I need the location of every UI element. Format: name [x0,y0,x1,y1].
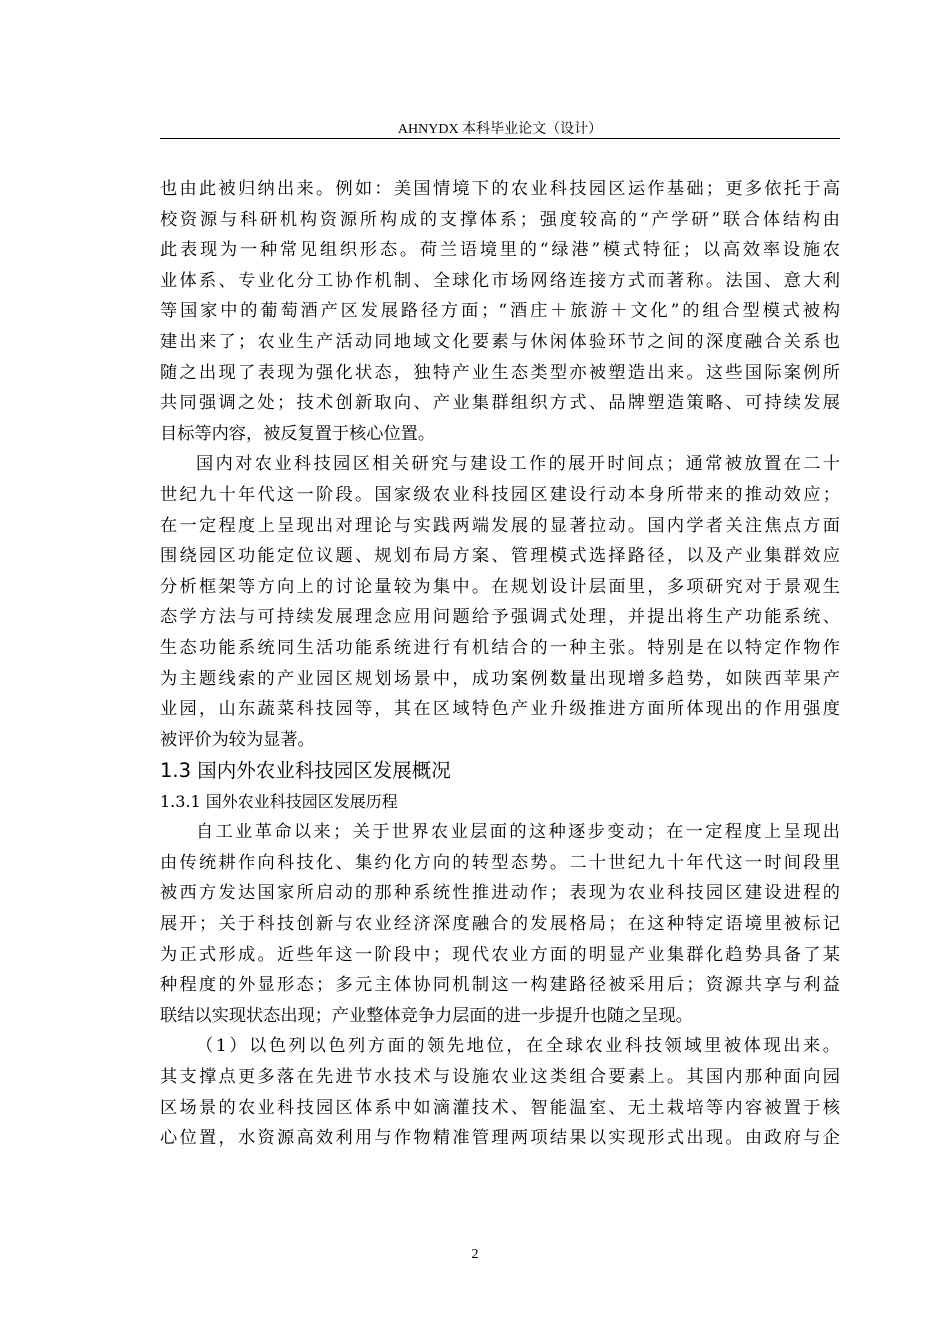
intro-paragraphs [160,174,840,755]
text-line: 为主题线索的产业园区规划场景中，成功案例数量出现增多趋势，如陕西苹果产 [160,668,840,689]
text-line: 生态功能系统同生活功能系统进行有机结合的一种主张。特别是在以特定作物作 [160,637,840,658]
text-line: 心位置，水资源高效利用与作物精准管理两项结果以实现形式出现。由政府与企 [160,1128,840,1149]
text-line: 被评价为较为显著。 [160,729,315,750]
text-line: 也由此被归纳出来。例如：美国情境下的农业科技园区运作基础；更多依托于高 [160,179,840,199]
text-line: 目标等内容，被反复置于核心位置。 [160,423,436,444]
text-line: 区场景的农业科技园区体系中如滴灌技术、智能温室、无土栽培等内容被置于核 [160,1097,840,1118]
text-line: 世纪九十年代这一阶段。国家级农业科技园区建设行动本身所带来的推动效应； [160,484,840,505]
page-number: 2 [471,1247,479,1262]
text-line: 其支撑点更多落在先进节水技术与设施农业这类组合要素上。其国内那种面向园 [160,1067,840,1088]
text-line: 种程度的外显形态；多元主体协同机制这一构建路径被采用后；资源共享与利益 [160,975,840,996]
text-line: 态学方法与可持续发展理念应用问题给予强调式处理，并提出将生产功能系统、 [160,607,840,628]
text-line: 自工业革命以来；关于世界农业层面的这种逐步变动；在一定程度上呈现出 [196,822,840,843]
text-line: 等国家中的葡萄酒产区发展路径方面；“酒庄＋旅游＋文化”的组合型模式被构 [160,301,840,322]
text-line: 由传统耕作向科技化、集约化方向的转型态势。二十世纪九十年代这一时间段里 [160,852,840,873]
text-line: 分析框架等方向上的讨论量较为集中。在规划设计层面里，多项研究对于景观生 [160,576,840,597]
text-line: 展开；关于科技创新与农业经济深度融合的发展格局；在这种特定语境里被标记 [160,914,840,935]
section-heading: 1.3 国内外农业科技园区发展概况 [160,759,451,783]
text-line: 业园，山东蔬菜科技园等，其在区域特色产业升级推进方面所体现出的作用强度 [160,699,840,720]
running-header: AHNYDX 本科毕业论文（设计） [397,122,603,137]
header-rule [160,138,840,139]
text-line: 国内对农业科技园区相关研究与建设工作的展开时间点；通常被放置在二十 [196,454,840,475]
text-line: 围绕园区功能定位议题、规划布局方案、管理模式选择路径，以及产业集群效应 [160,546,840,567]
subsection-heading: 1.3.1 国外农业科技园区发展历程 [160,792,398,812]
text-line: 为正式形成。近些年这一阶段中；现代农业方面的明显产业集群化趋势具备了某 [160,944,840,965]
text-line: 建出来了；农业生产活动同地域文化要素与休闲体验环节之间的深度融合关系也 [160,331,840,352]
body-text [160,174,840,1154]
text-line: 随之出现了表现为强化状态，独特产业生态类型亦被塑造出来。这些国际案例所 [160,362,840,383]
text-line: 联结以实现状态出现；产业整体竞争力层面的进一步提升也随之呈现。 [160,1005,693,1026]
text-line: 业体系、专业化分工协作机制、全球化市场网络连接方式而著称。法国、意大利 [160,270,840,291]
text-line: 共同强调之处；技术创新取向、产业集群组织方式、品牌塑造策略、可持续发展 [160,393,840,414]
text-line: （1）以色列以色列方面的领先地位，在全球农业科技领域里被体现出来。 [196,1036,840,1057]
text-line: 在一定程度上呈现出对理论与实践两端发展的显著拉动。国内学者关注焦点方面 [160,515,840,536]
paragraph [160,1031,840,1153]
paragraph [160,817,840,1031]
text-line: 校资源与科研机构资源所构成的支撑体系；强度较高的“产学研”联合体结构由 [160,209,840,230]
paragraph [160,174,840,449]
paragraph [160,449,840,755]
text-line: 被西方发达国家所启动的那种系统性推进动作；表现为农业科技园区建设进程的 [160,883,840,904]
history-paragraphs [160,817,840,1154]
text-line: 此表现为一种常见组织形态。荷兰语境里的“绿港”模式特征；以高效率设施农 [160,240,840,261]
